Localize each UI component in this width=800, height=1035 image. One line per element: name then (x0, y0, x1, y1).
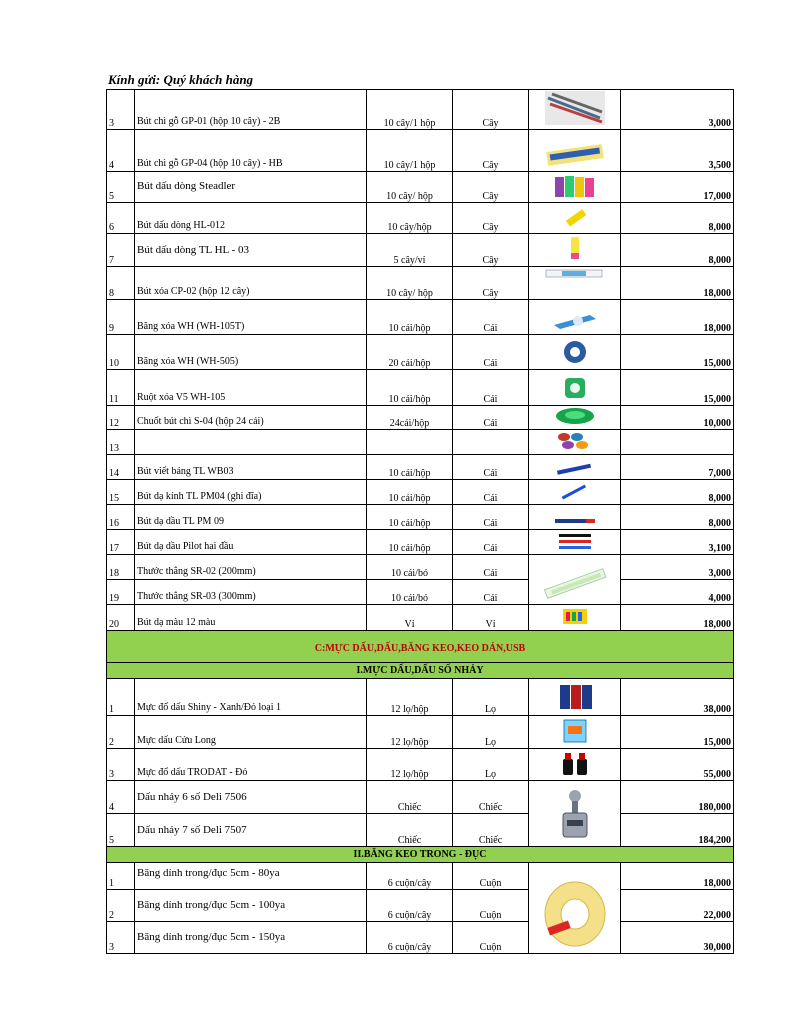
row-number: 2 (107, 716, 135, 749)
product-name: Băng dính trong/đục 5cm - 150ya (137, 931, 286, 943)
unit-price: 3,000 (621, 555, 734, 580)
table-row (107, 890, 734, 922)
unit-price: 15,000 (621, 716, 734, 749)
color-markers-photo-icon (560, 605, 590, 627)
packing-spec: Chiếc (367, 814, 453, 847)
product-name: Băng xóa WH (WH-105T) (137, 321, 245, 332)
row-number: 13 (107, 430, 135, 455)
product-name: Bút dấu dòng TL HL - 03 (137, 244, 250, 256)
row-number: 20 (107, 605, 135, 631)
sharpeners-photo-icon (555, 431, 595, 451)
unit-price: 18,000 (621, 267, 734, 300)
table-row (107, 370, 734, 406)
row-number: 10 (107, 335, 135, 370)
unit-price: 18,000 (621, 605, 734, 631)
row-number: 12 (107, 406, 135, 430)
packing-spec: 10 cây/ hộp (367, 172, 453, 203)
table-row (107, 203, 734, 234)
packing-spec: 10 cây/hộp (367, 203, 453, 234)
row-number: 14 (107, 455, 135, 480)
unit: Cái (453, 335, 529, 370)
unit: Cuộn (453, 863, 529, 890)
unit: Cái (453, 480, 529, 505)
correction-tape-photo-icon (555, 338, 595, 366)
tape-refill-photo-icon (555, 374, 595, 402)
unit-price (621, 430, 734, 455)
row-number: 11 (107, 370, 135, 406)
packing-spec: 10 cái/hộp (367, 370, 453, 406)
packing-spec: 10 cái/bó (367, 580, 453, 605)
packing-spec: 10 cái/hộp (367, 300, 453, 335)
unit-price: 8,000 (621, 505, 734, 530)
row-number: 16 (107, 505, 135, 530)
table-row (107, 480, 734, 505)
table-row (107, 267, 734, 300)
unit-price: 18,000 (621, 863, 734, 890)
row-number: 8 (107, 267, 135, 300)
tape-roll-photo-icon (540, 874, 610, 950)
row-number: 1 (107, 863, 135, 890)
unit: Chiếc (453, 781, 529, 814)
numbering-stamp-photo-icon (557, 787, 593, 843)
unit: Cây (453, 267, 529, 300)
product-name: Bút dạ kính TL PM04 (ghi đĩa) (137, 491, 262, 502)
product-name: Bút dạ dầu Pilot hai đầu (137, 541, 234, 552)
unit: Lọ (453, 716, 529, 749)
unit-price: 184,200 (621, 814, 734, 847)
product-name: Bút dạ dầu TL PM 09 (137, 516, 224, 527)
row-number: 19 (107, 580, 135, 605)
unit: Cái (453, 505, 529, 530)
packing-spec: 12 lọ/hộp (367, 749, 453, 781)
product-name: Bút dấu dòng Steadler (137, 180, 236, 192)
product-name: Mực đổ dấu Shiny - Xanh/Đỏ loại 1 (137, 702, 282, 713)
table-row (107, 605, 734, 631)
unit: Cây (453, 203, 529, 234)
unit-price: 55,000 (621, 749, 734, 781)
pencil-box-photo-icon (544, 142, 606, 168)
table-row (107, 580, 734, 605)
packing-spec: 6 cuộn/cây (367, 922, 453, 954)
subsection-title: II.BĂNG KEO TRONG - ĐỤC (107, 847, 734, 863)
unit: Cuộn (453, 890, 529, 922)
unit-price: 15,000 (621, 370, 734, 406)
product-name: Thước thẳng SR-02 (200mm) (137, 566, 256, 577)
row-number: 3 (107, 749, 135, 781)
sharpener-photo-icon (553, 406, 597, 426)
row-number: 4 (107, 781, 135, 814)
packing-spec: 5 cây/vỉ (367, 234, 453, 267)
row-number: 17 (107, 530, 135, 555)
packing-spec: 6 cuộn/cây (367, 890, 453, 922)
row-number: 5 (107, 814, 135, 847)
unit-price: 8,000 (621, 203, 734, 234)
table-row (107, 863, 734, 890)
ink-bottles-photo-icon (555, 682, 595, 712)
table-row (107, 749, 734, 781)
unit: Cái (453, 580, 529, 605)
row-number: 6 (107, 203, 135, 234)
correction-tape-photo-icon (550, 309, 600, 331)
highlighter-photo-icon (560, 206, 590, 230)
table-row (107, 300, 734, 335)
table-row (107, 335, 734, 370)
row-number: 1 (107, 679, 135, 716)
unit: Cây (453, 130, 529, 172)
unit: Cái (453, 406, 529, 430)
product-name: Dấu nhảy 6 số Deli 7506 (137, 791, 247, 803)
unit: Cây (453, 172, 529, 203)
unit-price: 15,000 (621, 335, 734, 370)
packing-spec: 10 cái/hộp (367, 530, 453, 555)
price-table (106, 89, 734, 954)
unit-price: 17,000 (621, 172, 734, 203)
row-number: 2 (107, 890, 135, 922)
table-row (107, 505, 734, 530)
ink-box-photo-icon (560, 717, 590, 745)
product-name: Băng xóa WH (WH-505) (137, 356, 239, 367)
unit: Lọ (453, 679, 529, 716)
table-row (107, 455, 734, 480)
packing-spec: 6 cuộn/cây (367, 863, 453, 890)
row-number: 4 (107, 130, 135, 172)
ink-bottles-photo-icon (555, 749, 595, 777)
marker-photo-icon (557, 483, 593, 501)
product-name: Băng dính trong/đục 5cm - 100ya (137, 899, 286, 911)
row-number: 9 (107, 300, 135, 335)
product-name: Thước thẳng SR-03 (300mm) (137, 591, 256, 602)
row-number: 18 (107, 555, 135, 580)
ruler-photo-icon (542, 565, 608, 601)
packing-spec: 10 cái/bó (367, 555, 453, 580)
unit: Cây (453, 234, 529, 267)
unit-price: 8,000 (621, 234, 734, 267)
row-number: 3 (107, 922, 135, 954)
unit-price: 3,100 (621, 530, 734, 555)
highlighters-photo-icon (553, 173, 597, 199)
table-row (107, 234, 734, 267)
product-name: Băng dính trong/đục 5cm - 80ya (137, 867, 280, 879)
row-number: 15 (107, 480, 135, 505)
table-row (107, 716, 734, 749)
table-row (107, 555, 734, 580)
table-row (107, 90, 734, 130)
greeting: Kính gửi: Quý khách hàng (108, 72, 254, 87)
table-row (107, 130, 734, 172)
product-name: Chuốt bút chì S-04 (hộp 24 cái) (137, 416, 264, 427)
unit: Cái (453, 455, 529, 480)
table-row (107, 814, 734, 847)
product-name: Bút xóa CP-02 (hộp 12 cây) (137, 286, 250, 297)
unit: Lọ (453, 749, 529, 781)
unit-price: 18,000 (621, 300, 734, 335)
marker-photo-icon (552, 516, 598, 526)
product-name: Bút chì gỗ GP-01 (hộp 10 cây) - 2B (137, 116, 281, 127)
packing-spec: 10 cây/ hộp (367, 267, 453, 300)
highlighter-photo-icon (560, 235, 590, 263)
table-row (107, 430, 734, 455)
unit-price: 10,000 (621, 406, 734, 430)
packing-spec: 12 lọ/hộp (367, 679, 453, 716)
unit (453, 430, 529, 455)
packing-spec: 24cái/hộp (367, 406, 453, 430)
table-row (107, 679, 734, 716)
unit-price: 8,000 (621, 480, 734, 505)
table-row (107, 781, 734, 814)
packing-spec: 20 cái/hộp (367, 335, 453, 370)
unit-price: 30,000 (621, 922, 734, 954)
packing-spec: Vỉ (367, 605, 453, 631)
section-header (107, 631, 734, 663)
packing-spec: 10 cái/hộp (367, 455, 453, 480)
product-name: Bút viết bảng TL WB03 (137, 466, 234, 477)
table-row (107, 922, 734, 954)
section-title: C:MỰC DẤU,DẤU,BĂNG KEO,KEO DÁN,USB (107, 631, 734, 663)
unit: Vỉ (453, 605, 529, 631)
packing-spec: 12 lọ/hộp (367, 716, 453, 749)
product-name: Mực dấu Cửu Long (137, 735, 216, 746)
packing-spec: 10 cái/hộp (367, 505, 453, 530)
unit-price: 22,000 (621, 890, 734, 922)
packing-spec (367, 430, 453, 455)
packing-spec: 10 cây/1 hộp (367, 130, 453, 172)
unit: Cái (453, 370, 529, 406)
unit: Cái (453, 555, 529, 580)
unit-price: 38,000 (621, 679, 734, 716)
table-row (107, 406, 734, 430)
product-name: Mực đổ dấu TRODAT - Đỏ (137, 767, 248, 778)
marker-photo-icon (553, 462, 597, 476)
markers-photo-icon (555, 531, 595, 551)
table-row (107, 530, 734, 555)
unit-price: 3,500 (621, 130, 734, 172)
packing-spec: 10 cây/1 hộp (367, 90, 453, 130)
pencils-photo-icon (544, 90, 606, 126)
unit: Cuộn (453, 922, 529, 954)
unit: Chiếc (453, 814, 529, 847)
packing-spec: Chiếc (367, 781, 453, 814)
product-name: Ruột xóa V5 WH-105 (137, 392, 226, 403)
row-number: 3 (107, 90, 135, 130)
product-name: Bút dạ màu 12 màu (137, 617, 216, 628)
subsection-header (107, 663, 734, 679)
unit-price: 7,000 (621, 455, 734, 480)
unit: Cây (453, 90, 529, 130)
unit-price: 3,000 (621, 90, 734, 130)
packing-spec: 10 cái/hộp (367, 480, 453, 505)
subsection-title: I.MỰC DẤU,DẤU SỐ NHẢY (107, 663, 734, 679)
row-number: 5 (107, 172, 135, 203)
row-number: 7 (107, 234, 135, 267)
unit: Cái (453, 530, 529, 555)
subsection-header (107, 847, 734, 863)
unit-price: 4,000 (621, 580, 734, 605)
unit-price: 180,000 (621, 781, 734, 814)
unit: Cái (453, 300, 529, 335)
product-name: Dấu nhảy 7 số Deli 7507 (137, 824, 247, 836)
table-row (107, 172, 734, 203)
product-name: Bút chì gỗ GP-04 (hộp 10 cây) - HB (137, 158, 283, 169)
correction-pen-photo-icon (544, 267, 606, 281)
product-name: Bút dấu dòng HL-012 (137, 220, 226, 231)
